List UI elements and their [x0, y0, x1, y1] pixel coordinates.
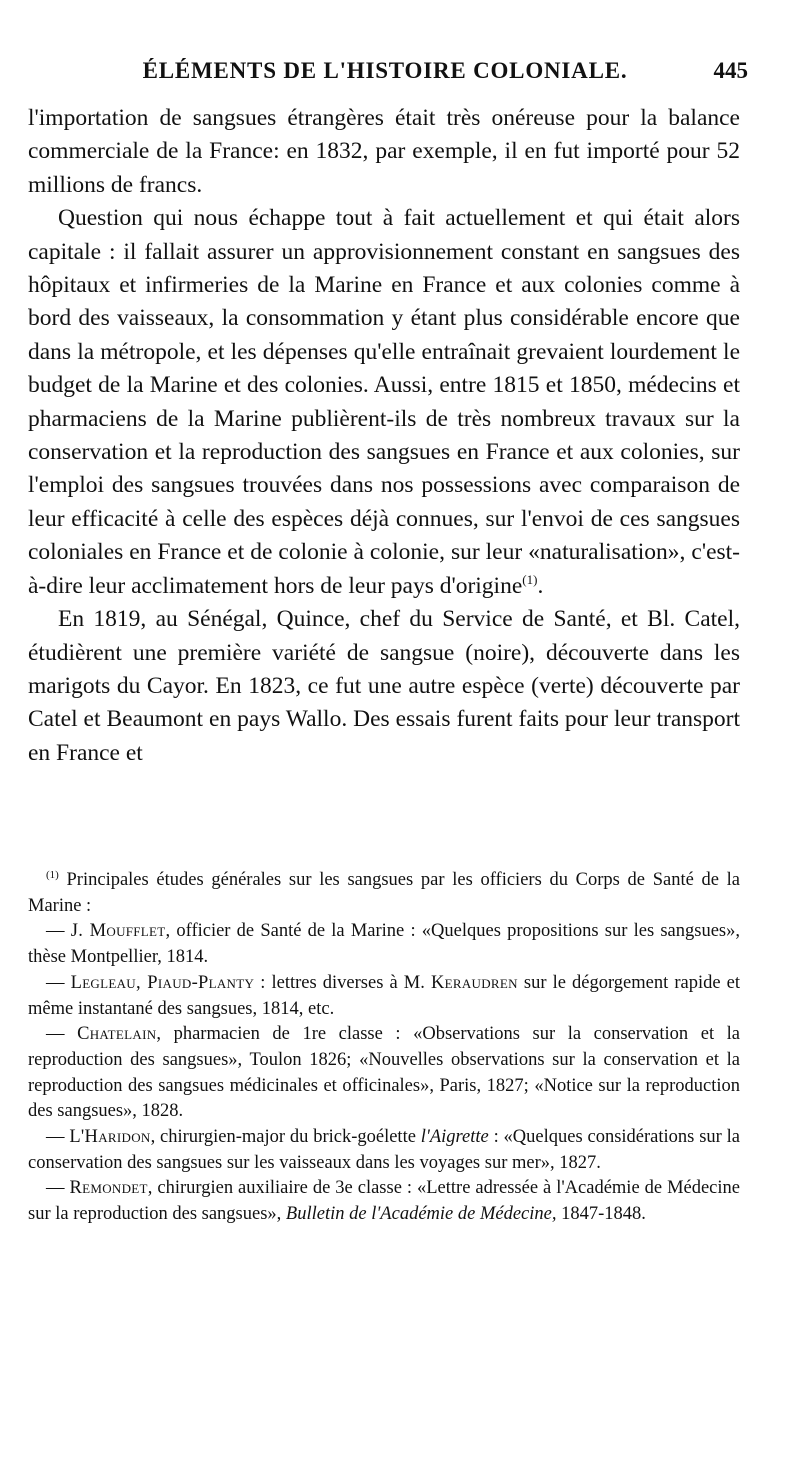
- footnote-intro-text: Principales études générales sur les sangsues par les officiers du Corps de Santé de la Marine :: [28, 870, 740, 916]
- entry-text: , pharmacien de 1re classe : «Observations sur la conservation et la reproduction des sangsues», Toulon 1826; «Nouvelles observations sur la conservation et la reproduction des sangsues médicinales et officinales», Paris, 1827; «Notice sur la reproduction des sangsues», 1828.: [28, 1024, 740, 1122]
- entry-dash: —: [46, 921, 71, 942]
- running-title: ÉLÉMENTS DE L'HISTOIRE COLONIALE.: [142, 58, 628, 83]
- paragraph-2-text: Question qui nous échappe tout à fait actuellement et qui était alors capitale : il fallait assurer un approvisionnement constant en sangsues des hôpitaux et infirmeries de la Marine en France et aux colonies comme à bord des vaisseaux, la consommation y étant plus considérable encore que dans la métropole, et les dépenses qu'elle entraînait grevaient lourdement le budget de la Marine et des colonies. Aussi, entre 1815 et 1850, médecins et pharmaciens de la Marine publièrent-ils de très nombreux travaux sur la conservation et la reproduction des sangsues en France et aux colonies, sur l'emploi des sangsues trouvées dans nos possessions avec comparaison de leur efficacité à celle des espèces déjà connues, sur l'envoi de ces sangsues coloniales en France et de colonie à colonie, sur leur «naturalisation», c'est-à-dire leur acclimatement hors de leur pays d'origine: [28, 205, 740, 599]
- author-name: L'Haridon: [69, 1127, 151, 1148]
- entry-text: 1847-1848.: [556, 1204, 646, 1225]
- footnote-entry-moufflet: [28, 919, 740, 970]
- entry-dash: —: [46, 972, 71, 993]
- entry-dash: —: [46, 1178, 70, 1199]
- footnote-intro: [28, 868, 740, 919]
- page-header: [22, 58, 748, 92]
- author-name: Remondet: [69, 1178, 148, 1199]
- paragraph-2: [28, 202, 740, 603]
- paragraph-1: l'importation de sangsues étrangères était très onéreuse pour la balance commerciale de la France: en 1832, par exemple, il en fut importé pour 52 millions de francs.: [28, 105, 740, 198]
- author-name: Legleau, Piaud-Planty: [70, 972, 255, 993]
- footnote-entry-chatelain: [28, 1022, 740, 1125]
- recipient-name: Keraudren: [430, 972, 518, 993]
- entry-text: , officier de Santé de la Marine : «Quelques propositions sur les sangsues», thèse Montpellier, 1814.: [28, 921, 740, 968]
- entry-text-before: , chirurgien-major du brick-goélette: [150, 1127, 421, 1148]
- footnote-entry-lharidon: [28, 1125, 740, 1176]
- paragraph-3: En 1819, au Sénégal, Quince, chef du Service de Santé, et Bl. Catel, étudièrent une première variété de sangsue (noire), découverte dans les marigots du Cayor. En 1823, ce fut une autre espèce (verte) découverte par Catel et Beaumont en pays Wallo. Des essais furent faits pour leur transport en France et: [28, 606, 740, 766]
- journal-title: Bulletin de l'Académie de Médecine,: [285, 1204, 557, 1225]
- entry-text: sur le dégorgement rapide et même instantané des sangsues, 1814, etc.: [28, 972, 741, 1019]
- author-name: J. Moufflet: [70, 921, 166, 942]
- footnote-reference[interactable]: (1): [522, 571, 538, 587]
- ship-name: l'Aigrette: [420, 1127, 489, 1148]
- entry-text-before: : lettres diverses à M.: [254, 972, 431, 993]
- footnotes: [28, 868, 740, 1228]
- page-number: 445: [713, 58, 748, 83]
- author-name: Chatelain: [77, 1024, 157, 1045]
- main-text: [28, 102, 740, 770]
- entry-text-before: , chirurgien auxiliaire de 3e classe : «Lettre adressée à l'Académie de Médecine sur la reproduction des sangsues»,: [28, 1178, 740, 1225]
- entry-text: : «Quelques considérations sur la conservation des sangsues sur les vaisseaux dans les voyages sur mer», 1827.: [28, 1127, 740, 1173]
- footnote-mark: (1): [46, 868, 59, 881]
- footnote-entry-legleau: [28, 971, 740, 1022]
- paragraph-2-end: .: [537, 572, 544, 599]
- entry-dash: —: [46, 1024, 78, 1045]
- footnote-entry-remondet: [28, 1176, 740, 1227]
- entry-dash: —: [46, 1127, 70, 1148]
